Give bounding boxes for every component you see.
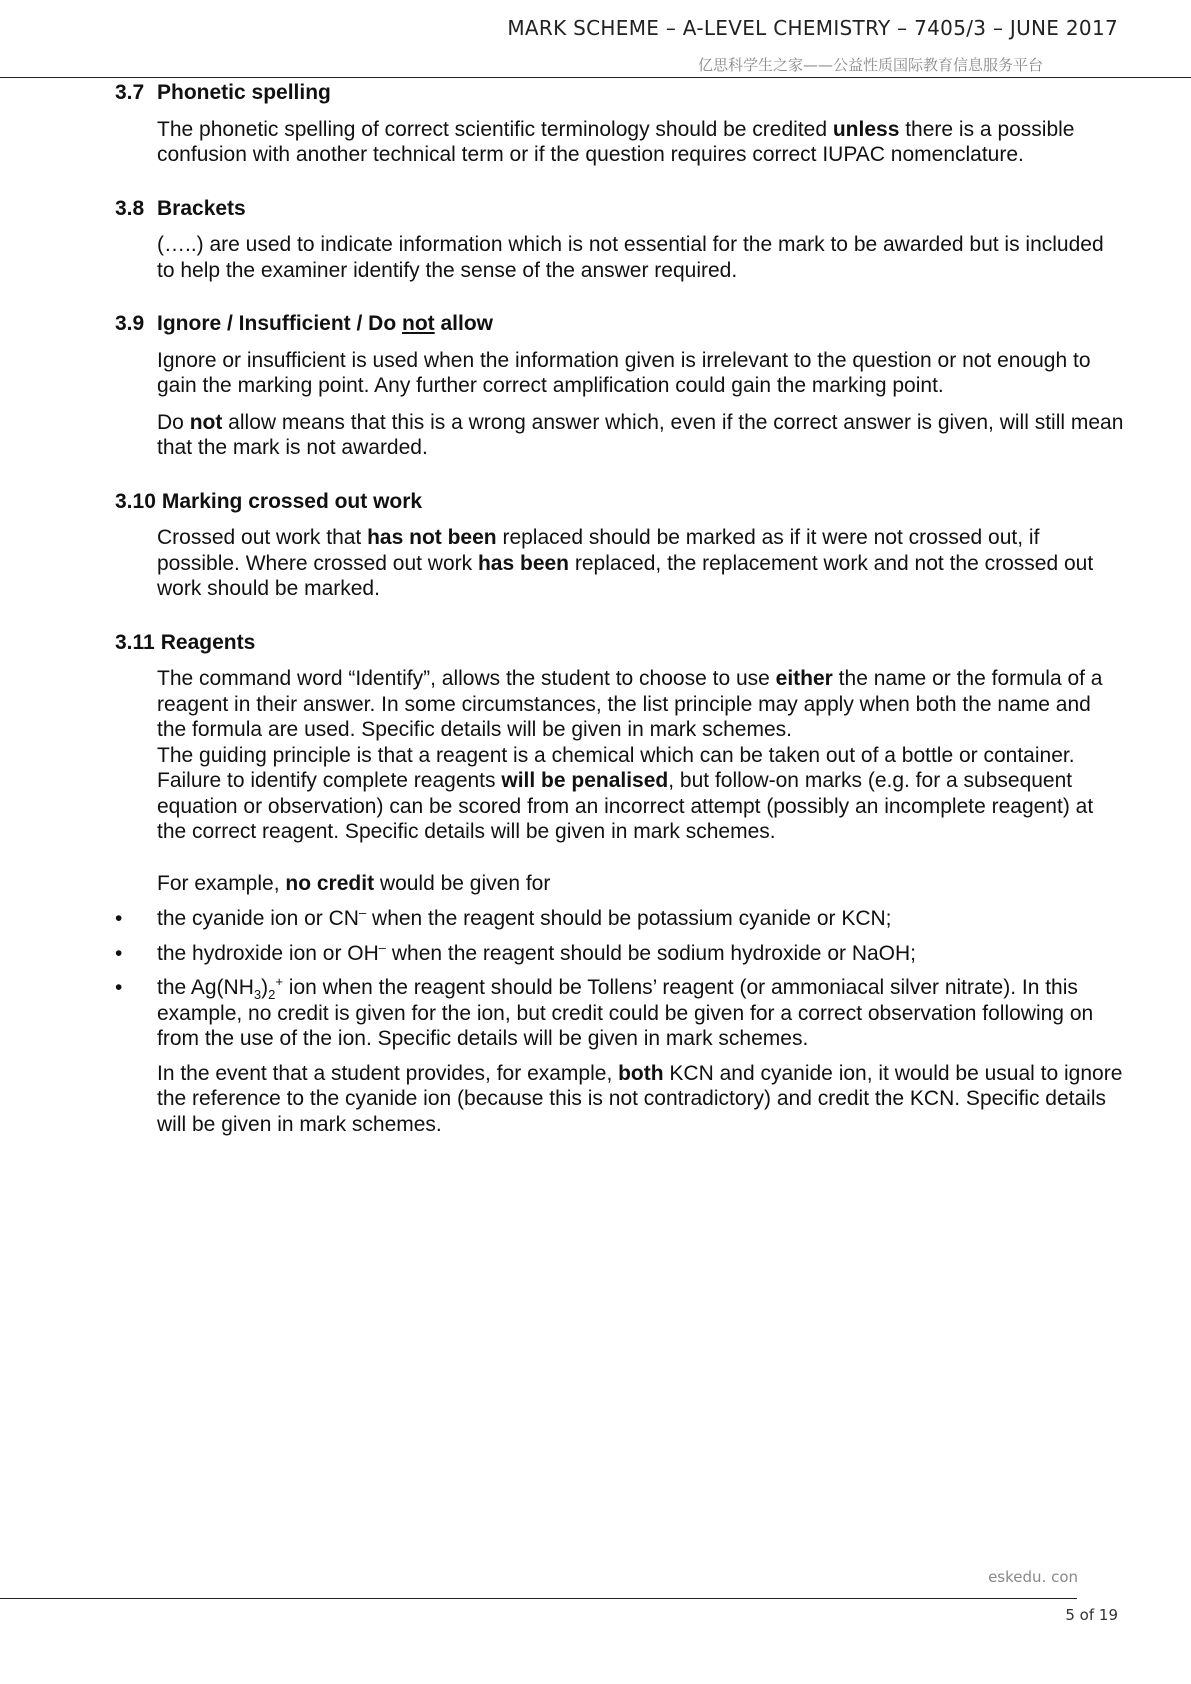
- section-number: 3.8: [115, 196, 145, 220]
- section-heading: [115, 630, 1125, 656]
- text-run: when the reagent should be potassium cyanide or KCN;: [366, 907, 892, 930]
- superscript: +: [275, 974, 283, 989]
- text-run: Do: [157, 410, 190, 434]
- text-run: The command word “Identify”, allows the student to choose to use: [157, 667, 776, 690]
- bullet-list: [115, 906, 1125, 1052]
- section-title: Brackets: [157, 196, 246, 220]
- text-run: In the event that a student provides, for example,: [157, 1061, 619, 1085]
- page-header-subtitle: 亿思科学生之家——公益性质国际教育信息服务平台: [697, 56, 1043, 74]
- text-run: Crossed out work that: [157, 526, 368, 549]
- bold-text: not: [189, 410, 223, 434]
- footer-divider: [0, 1598, 1077, 1599]
- section-heading: [115, 311, 1125, 337]
- bold-text: either: [775, 667, 833, 690]
- text-run: , but follow-on marks (e.g. for a subsequent equation or observation) can be scored from an incorrect attempt (possibly an incomplete reagent) at the correct reagent. Specific details will be given in mark schemes.: [157, 769, 1094, 843]
- text-run: ion when the reagent should be Tollens’ reagent (or ammoniacal silver nitrate). In this example, no credit is given for the ion, but credit could be given for a correct observation following on from the use of the ion. Specific details will be given in mark schemes.: [157, 976, 1094, 1050]
- text-run: the name or the formula of a reagent in their answer. In some circumstances, the list principle may apply when both the name and the formula are used. Specific details will be given in mark schemes.: [157, 667, 1103, 741]
- section-title: Marking crossed out work: [161, 489, 423, 513]
- underlined-text: not: [402, 312, 435, 335]
- bold-text: both: [618, 1061, 664, 1085]
- superscript: –: [358, 905, 367, 920]
- section-3-11: [115, 630, 1125, 1138]
- paragraph: (…..) are used to indicate information which is not essential for the mark to be awarded but is included to help the examiner identify the sense of the answer required.: [157, 233, 1104, 282]
- section-heading: [115, 196, 1125, 222]
- page-number: 5 of 19: [1065, 1606, 1118, 1624]
- text-run: replaced should be marked as if it were not crossed out, if possible. Where crossed out work: [157, 526, 1040, 575]
- section-3-7: [115, 80, 1125, 168]
- paragraph: [157, 1061, 1125, 1138]
- section-heading: [115, 80, 1125, 106]
- section-title: Ignore / Insufficient / Do: [157, 312, 403, 335]
- paragraph: [157, 117, 1125, 168]
- text-run: the hydroxide ion or OH: [157, 941, 379, 965]
- list-item: [115, 975, 1125, 1052]
- text-run: KCN and cyanide ion, it would be usual to ignore the reference to the cyanide ion (because this is not contradictory) and credit the KCN. Specific details will be given in mark schemes.: [157, 1061, 1123, 1136]
- section-3-8: [115, 196, 1125, 284]
- superscript: –: [378, 939, 387, 955]
- bold-text: unless: [832, 117, 900, 141]
- section-3-9: [115, 311, 1125, 461]
- section-number: 3.11: [115, 630, 155, 654]
- section-title: Phonetic spelling: [157, 81, 331, 104]
- text-run: For example,: [157, 871, 286, 895]
- text-run: ): [261, 976, 269, 999]
- paragraph: [157, 525, 1125, 602]
- text-run: The phonetic spelling of correct scientific terminology should be credited: [157, 117, 833, 141]
- text-run: when the reagent should be sodium hydroxide or NaOH;: [386, 941, 917, 965]
- text-run: The guiding principle is that a reagent is a chemical which can be taken out of a bottle or container. Failure to identify complete reagents: [157, 743, 1075, 792]
- header-divider: [0, 77, 1191, 78]
- section-number: 3.7: [115, 81, 145, 104]
- section-number: 3.9: [115, 312, 145, 335]
- subscript: 2: [268, 987, 276, 1003]
- bold-text: has not been: [367, 526, 497, 549]
- bold-text: will be penalised: [501, 769, 669, 792]
- paragraph: [157, 410, 1125, 461]
- page-header-title: MARK SCHEME – A-LEVEL CHEMISTRY – 7405/3 – JUNE 2017: [507, 16, 1118, 40]
- section-title-end: allow: [434, 312, 494, 335]
- text-run: the Ag(NH: [157, 976, 254, 999]
- paragraph: [157, 871, 1125, 897]
- bold-text: has been: [477, 551, 570, 575]
- section-title: Reagents: [160, 630, 256, 654]
- section-3-10: [115, 489, 1125, 602]
- section-number: 3.10: [115, 489, 156, 513]
- document-body: [115, 80, 1125, 1165]
- text-run: allow means that this is a wrong answer which, even if the correct answer is given, will still mean that the mark is not awarded.: [157, 410, 1124, 459]
- text-run: the cyanide ion or CN: [157, 907, 359, 930]
- text-run: there is a possible confusion with another technical term or if the question requires correct IUPAC nomenclature.: [157, 117, 1075, 166]
- text-run: replaced, the replacement work and not the crossed out work should be marked.: [157, 551, 1094, 600]
- section-heading: [115, 489, 1125, 515]
- list-item: [115, 906, 1125, 932]
- list-item: [115, 941, 1125, 967]
- text-run: would be given for: [374, 871, 551, 895]
- subscript: 3: [253, 987, 262, 1003]
- bold-text: no credit: [285, 871, 375, 895]
- footer-site: eskedu. con: [988, 1568, 1078, 1586]
- paragraph: Ignore or insufficient is used when the information given is irrelevant to the question or not enough to gain the marking point. Any further correct amplification could gain the marking point.: [157, 348, 1091, 397]
- paragraph: [157, 666, 1125, 845]
